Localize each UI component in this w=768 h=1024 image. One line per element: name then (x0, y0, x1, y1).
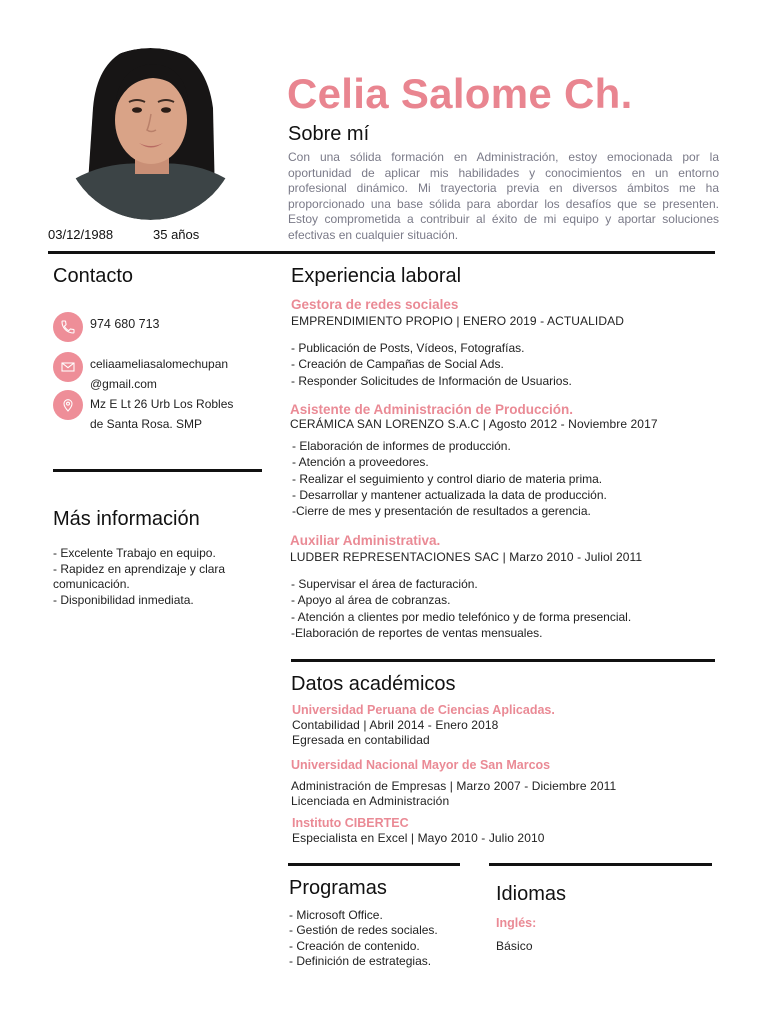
list-item: - Creación de contenido. (289, 938, 420, 953)
location-icon (53, 390, 83, 420)
job-title: Auxiliar Administrativa. (290, 533, 441, 548)
language-level: Básico (496, 939, 533, 953)
list-item: - Supervisar el área de facturación. (291, 577, 478, 591)
contact-phone: 974 680 713 (90, 317, 160, 331)
school-name: Universidad Nacional Mayor de San Marcos (291, 758, 551, 772)
more-info-title: Más información (53, 508, 200, 530)
mail-icon (53, 352, 83, 382)
list-item: - Creación de Campañas de Social Ads. (291, 357, 504, 372)
job-duties (292, 438, 607, 519)
list-item: - Gestión de redes sociales. (289, 923, 438, 938)
more-info-list (53, 546, 263, 608)
languages-title: Idiomas (496, 883, 567, 905)
more-info-line: - Rapidez en aprendizaje y clara (53, 561, 226, 576)
birthdate: 03/12/1988 (48, 227, 114, 242)
programs-divider (288, 863, 460, 866)
list-item: - Publicación de Posts, Vídeos, Fotografías. (291, 341, 525, 355)
contact-divider (53, 469, 262, 472)
education-title: Datos académicos (291, 673, 456, 695)
contact-address-line1: Mz E Lt 26 Urb Los Robles (90, 397, 234, 411)
list-item: - Apoyo al área de cobranzas. (291, 593, 451, 608)
degree-line: Contabilidad | Abril 2014 - Enero 2018 (292, 718, 499, 732)
degree-line: Especialista en Excel | Mayo 2010 - Julio 2010 (292, 831, 545, 845)
more-info-line: - Excelente Trabajo en equipo. (53, 546, 216, 560)
list-item: - Microsoft Office. (289, 908, 383, 922)
programs-title: Programas (289, 877, 387, 899)
list-item: - Atención a clientes por medio telefónico y de forma presencial. (291, 609, 632, 624)
contact-email-line1: celiaameliasalomechupan (90, 357, 229, 371)
age: 35 años (153, 227, 200, 242)
list-item: - Desarrollar y mantener actualizada la data de producción. (292, 487, 607, 502)
list-item: -Cierre de mes y presentación de resultados a gerencia. (292, 504, 591, 519)
programs-list (289, 908, 438, 969)
language-name: Inglés: (496, 916, 537, 930)
more-info-line: - Disponibilidad inmediata. (53, 592, 194, 607)
job-duties (291, 576, 631, 641)
job-subtitle: EMPRENDIMIENTO PROPIO | ENERO 2019 - ACTUALIDAD (291, 314, 625, 328)
phone-icon (53, 312, 83, 342)
job-title: Gestora de redes sociales (291, 297, 459, 312)
header-divider (48, 251, 715, 254)
job-subtitle: CERÁMICA SAN LORENZO S.A.C | Agosto 2012 - Noviembre 2017 (290, 417, 658, 431)
list-item: - Atención a proveedores. (292, 455, 429, 470)
page-title: Celia Salome Ch. (287, 70, 633, 117)
list-item: - Definición de estrategias. (289, 953, 432, 968)
profile-photo (63, 48, 238, 220)
job-subtitle: LUDBER REPRESENTACIONES SAC | Marzo 2010 - Juliol 2011 (290, 550, 643, 564)
more-info-line: comunicación. (53, 577, 130, 591)
degree-status: Egresada en contabilidad (292, 733, 430, 747)
degree-line: Administración de Empresas | Marzo 2007 - Diciembre 2011 (291, 779, 617, 793)
about-text: Con una sólida formación en Administración, estoy emocionada por la oportunidad de aplicar mis habilidades y conocimientos en un entorno profesional dinámico. Mi trayectoria previa en diversos ámbitos me ha proporcionado una base sólida para abordar los desafíos que se presenten. Estoy comprometida a contribuir al éxito de mi equipo y aportar soluciones efectivas en cualquier situación. (288, 150, 719, 242)
experience-divider (291, 659, 715, 662)
experience-title: Experiencia laboral (291, 265, 462, 287)
avatar (63, 48, 238, 220)
list-item: - Responder Solicitudes de Información de Usuarios. (291, 373, 572, 388)
contact-title: Contacto (53, 265, 134, 287)
job-duties (291, 340, 572, 389)
contact-address-line2: de Santa Rosa. SMP (90, 417, 203, 431)
school-name: Instituto CIBERTEC (292, 816, 409, 830)
list-item: - Realizar el seguimiento y control diario de materia prima. (292, 471, 603, 486)
job-title: Asistente de Administración de Producción. (290, 402, 574, 417)
about-title: Sobre mí (288, 123, 370, 145)
list-item: -Elaboración de reportes de ventas mensuales. (291, 625, 543, 640)
degree-status: Licenciada en Administración (291, 794, 450, 808)
school-name: Universidad Peruana de Ciencias Aplicadas. (292, 703, 555, 717)
contact-email-line2: @gmail.com (90, 377, 157, 391)
list-item: - Elaboración de informes de producción. (292, 439, 511, 453)
languages-divider (489, 863, 712, 866)
